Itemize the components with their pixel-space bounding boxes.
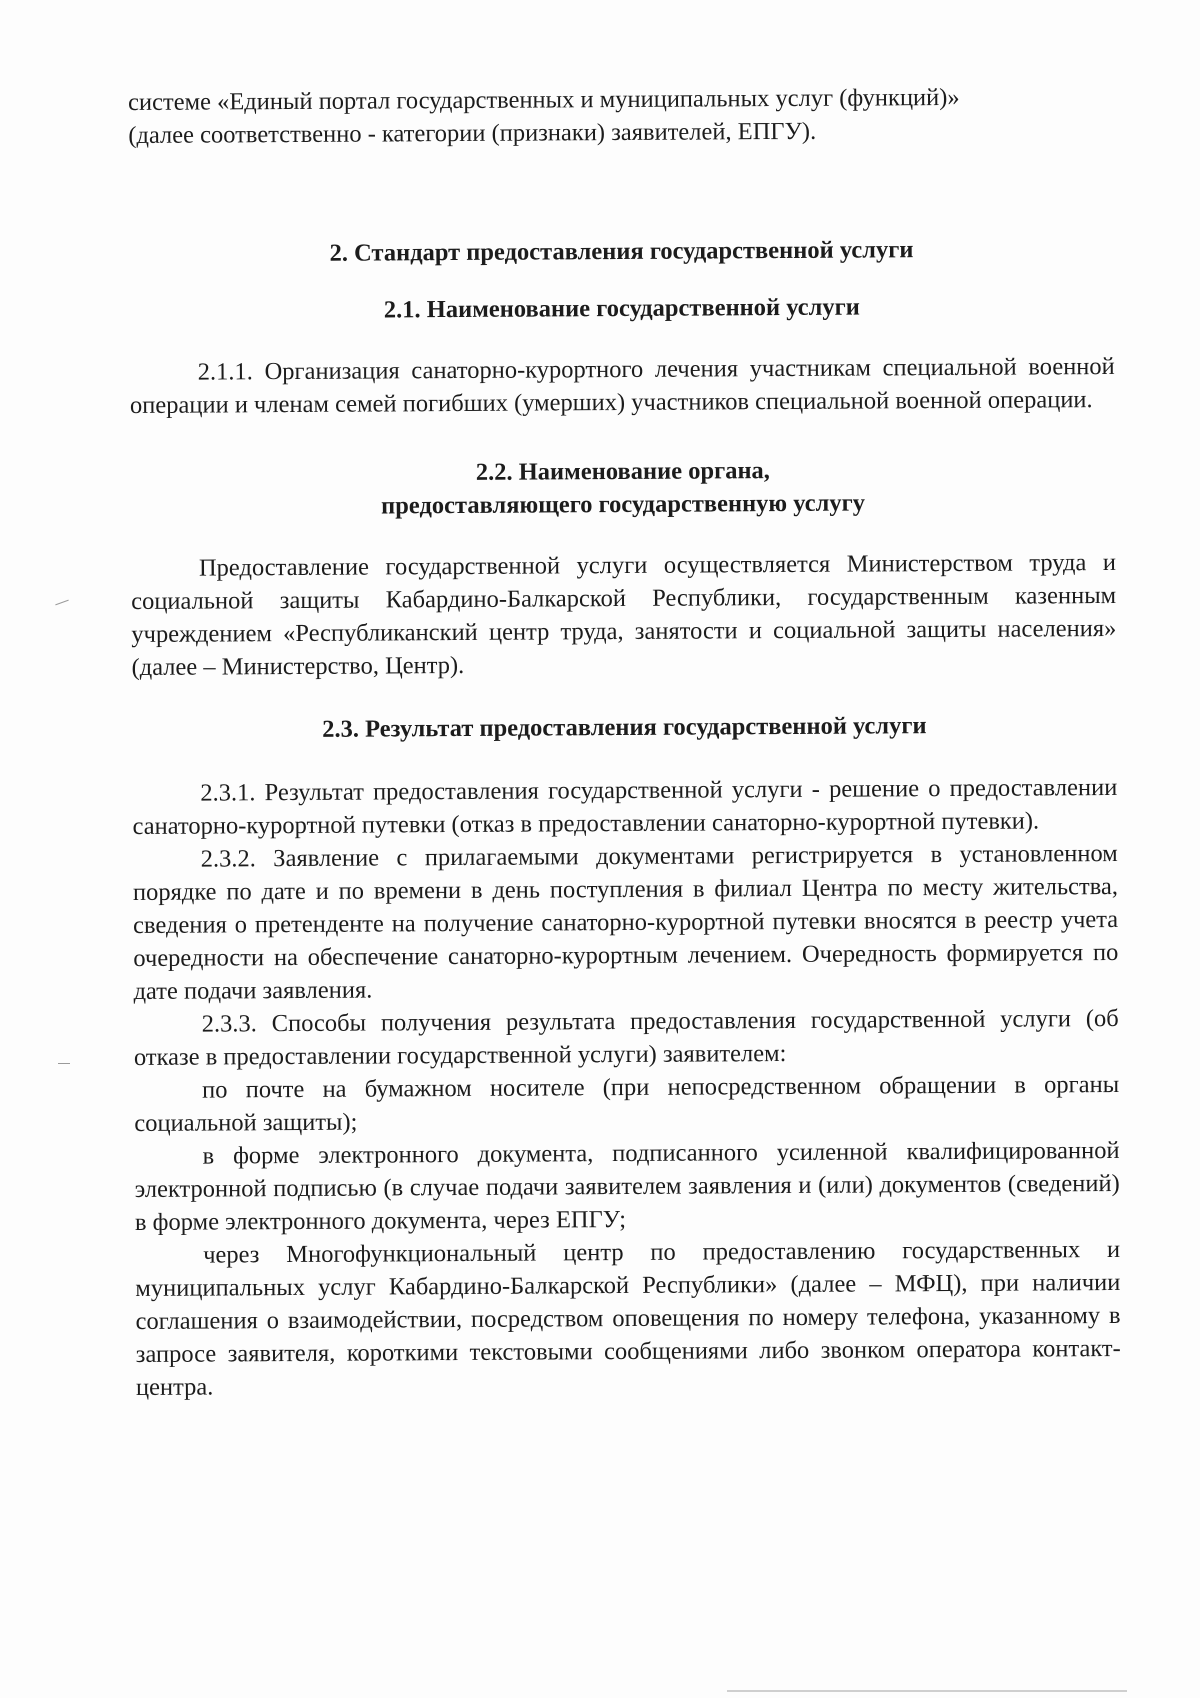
section-2-2-heading-line-1: 2.2. Наименование органа, xyxy=(475,457,770,486)
document-body xyxy=(128,80,1121,1404)
list-item-mfc: через Многофункциональный центр по предоставлению государственных и муниципальных услуг Кабардино-Балкарской Республики» (далее – МФЦ), при наличии соглашения о взаимодействии, посредством оповещения по номеру телефона, указанному в запросе заявителя, короткими текстовыми сообщениями либо звонком оператора контакт-центра. xyxy=(135,1235,1121,1401)
paragraph-2-2: Предоставление государственной услуги осуществляется Министерством труда и социальной защиты Кабардино-Балкарской Республики, государственным казенным учреждением «Республиканский центр труда, занятости и социальной защиты населения» (далее – Министерство, Центр). xyxy=(131,548,1117,681)
list-item-post: по почте на бумажном носителе (при непосредственном обращении в органы социальной защиты); xyxy=(134,1070,1120,1137)
intro-line: системе «Единый портал государственных и муниципальных услуг (функций)» xyxy=(128,83,960,116)
scan-artifact-mark xyxy=(55,600,68,606)
intro-paragraph xyxy=(128,80,1113,152)
section-2-heading: 2. Стандарт предоставления государственной услуги xyxy=(329,236,914,267)
intro-line: (далее соответственно - категории (признаки) заявителей, ЕПГУ). xyxy=(128,117,817,149)
section-2-2-heading-line-2: предоставляющего государственную услугу xyxy=(381,489,866,520)
scan-artifact-mark xyxy=(58,1063,70,1064)
paragraph-2-3-3: 2.3.3. Способы получения результата предоставления государственной услуги (об отказе в предоставлении государственной услуги) заявителем: xyxy=(133,1004,1119,1071)
list-item-electronic: в форме электронного документа, подписанного усиленной квалифицированной электронной подписью (в случае подачи заявителем заявления и (или) документов (сведений) в форме электронного документа, через ЕПГУ; xyxy=(134,1136,1120,1236)
section-2-3-heading: 2.3. Результат предоставления государственной услуги xyxy=(322,712,927,743)
paragraph-2-3-2: 2.3.2. Заявление с прилагаемыми документами регистрируется в установленном порядке по дате и по времени в день поступления в филиал Центра по месту жительства, сведения о претенденте на получение санаторно-курортной путевки вносятся в реестр учета очередности на обеспечение санаторно-курортным лечением. Очередность формируется по дате подачи заявления. xyxy=(132,839,1119,1005)
page-bottom-edge xyxy=(727,1690,1127,1692)
section-2-1-heading: 2.1. Наименование государственной услуги xyxy=(383,293,860,324)
paragraph-2-1-1: 2.1.1. Организация санаторно-курортного лечения участникам специальной военной операции и членам семей погибших (умерших) участников специальной военной операции. xyxy=(129,352,1115,419)
section-2-2-heading xyxy=(130,452,1115,524)
paragraph-2-3-1: 2.3.1. Результат предоставления государственной услуги - решение о предоставлении санаторно-курортной путевки (отказ в предоставлении санаторно-курортной путевки). xyxy=(132,773,1118,840)
